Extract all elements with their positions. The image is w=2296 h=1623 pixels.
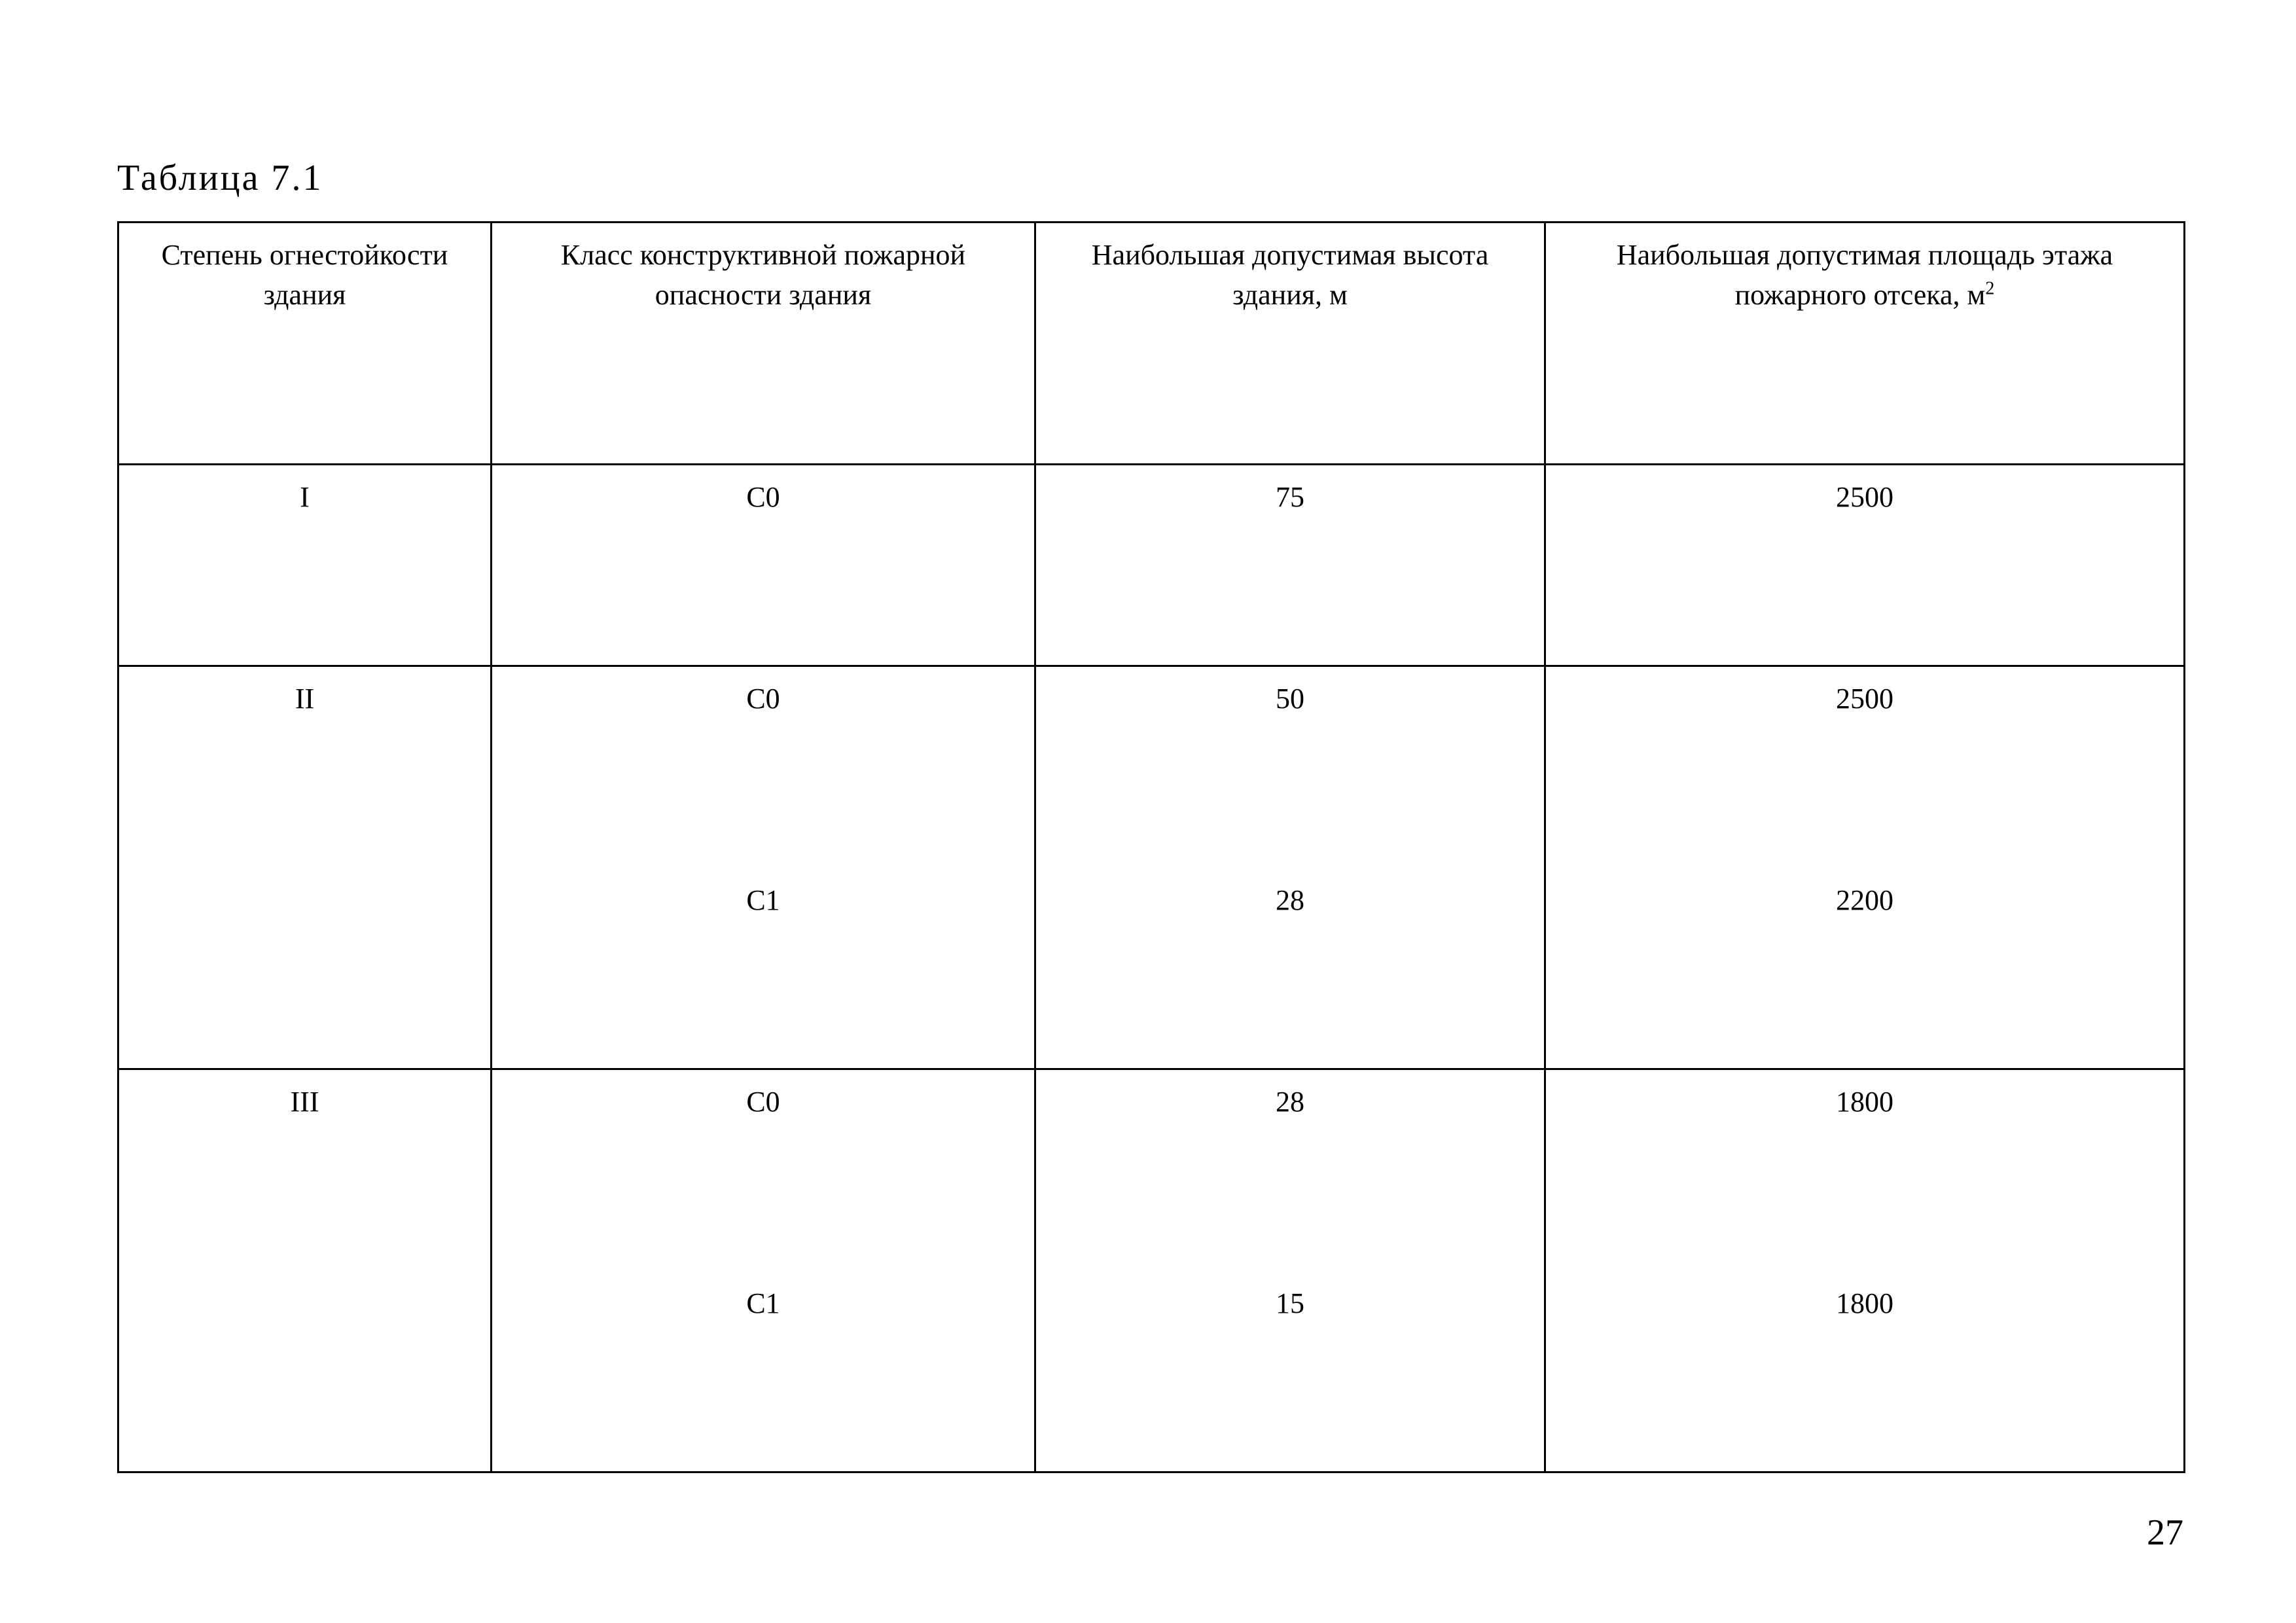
cell-degree: II: [118, 666, 492, 1069]
height-value: 15: [1276, 1287, 1304, 1320]
table-header-row: [118, 223, 2185, 465]
area-value: 2500: [1836, 683, 1893, 715]
cell-max-area: [1545, 666, 2185, 1069]
table-row: [118, 465, 2185, 666]
class-value: С0: [746, 683, 780, 715]
height-value: 28: [1276, 884, 1304, 917]
area-value: 1800: [1836, 1287, 1893, 1320]
area-unit-superscript: 2: [1985, 278, 1995, 299]
area-value: 2500: [1836, 481, 1893, 513]
fire-safety-table: [117, 221, 2185, 1473]
table-row: [118, 1069, 2185, 1472]
cell-max-area: [1545, 465, 2185, 666]
header-max-height: Наибольшая допустимая высота здания, м: [1035, 223, 1545, 465]
cell-construction-class: [492, 1069, 1035, 1472]
cell-degree: I: [118, 465, 492, 666]
cell-max-height: [1035, 465, 1545, 666]
height-value: 50: [1276, 683, 1304, 715]
cell-construction-class: [492, 465, 1035, 666]
height-value: 28: [1276, 1086, 1304, 1118]
cell-max-height: [1035, 1069, 1545, 1472]
height-value: 75: [1276, 481, 1304, 513]
cell-max-area: [1545, 1069, 2185, 1472]
class-value: С0: [746, 481, 780, 513]
table-caption: Таблица 7.1: [117, 158, 323, 198]
area-value: 1800: [1836, 1086, 1893, 1118]
cell-max-height: [1035, 666, 1545, 1069]
header-max-floor-area-text: Наибольшая допустимая площадь этажа пожарного отсека, м: [1616, 239, 2113, 311]
cell-construction-class: [492, 666, 1035, 1069]
area-value: 2200: [1836, 884, 1893, 917]
header-construction-class: Класс конструктивной пожарной опасности здания: [492, 223, 1035, 465]
class-value: С1: [746, 884, 780, 917]
class-value: С1: [746, 1287, 780, 1320]
cell-degree: III: [118, 1069, 492, 1472]
header-fire-resistance-degree: Степень огнестойкости здания: [118, 223, 492, 465]
header-max-floor-area: [1545, 223, 2185, 465]
class-value: С0: [746, 1086, 780, 1118]
page-number: 27: [2147, 1512, 2183, 1553]
table-row: [118, 666, 2185, 1069]
